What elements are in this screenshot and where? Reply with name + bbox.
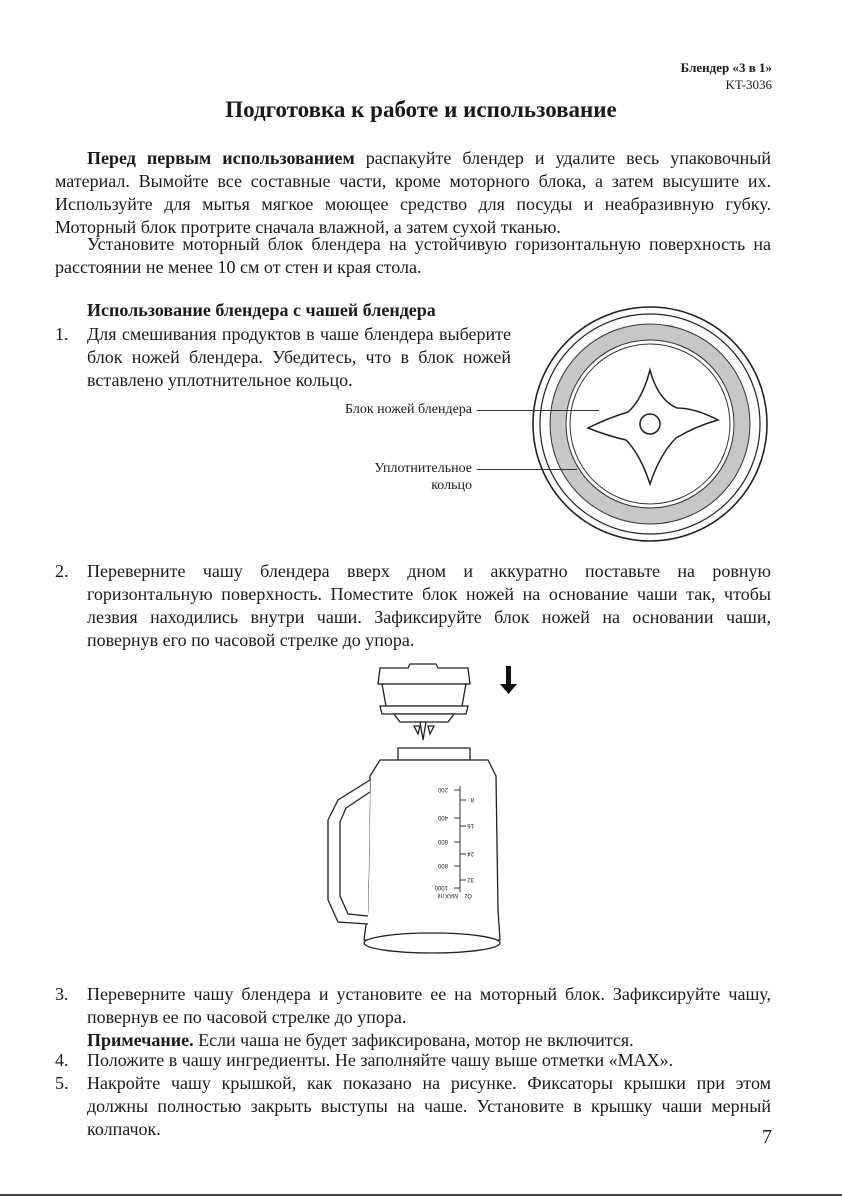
callout-ring-label-line2: кольцо [431,478,472,493]
ml-mark-label: 600 [437,838,448,844]
step-text: Накройте чашу крышкой, как показано на рисунке. Фиксаторы крышки при этом должны полностью закрыть выступы на чаше. Установите в крышку чаши мерный колпачок. [87,1073,771,1139]
ml-mark-label: 200 [437,786,448,792]
step-number: 2. [55,561,69,581]
callout-blade-line [477,410,599,411]
intro-paragraph-1-text: распакуйте блендер и удалите весь упаковочный материал. Вымойте все составные части, кроме моторного блока, а затем высушите их. Используйте для мытья мягкое моющее средство для посуды и неабразивную губку. Моторный блок протрите сначала влажной, а затем сухой тканью. [55,148,771,237]
section-title: Использование блендера с чашей блендера [87,300,436,320]
list-item-step-5 [55,1072,771,1142]
step-text: Переверните чашу блендера вверх дном и аккуратно поставьте на ровную горизонтальную поверхность. Поместите блок ножей на основание чаши так, чтобы лезвия находились внутри чаши. Зафиксируйте блок ножей на основании чаши, повернув его по часовой стрелке до упора. [87,561,771,650]
ml-unit-label: ml [437,892,444,898]
callout-ring-label-line1: Уплотнительное [374,461,472,476]
list-item-step-2 [55,560,771,652]
ml-mark-label: 1000 [434,884,448,890]
header-model: KT-3036 [725,77,772,92]
step-text: Для смешивания продуктов в чаше блендера выберите блок ножей блендера. Убедитесь, что в блок ножей вставлено уплотнительное кольцо. [87,324,511,390]
oz-mark-label: 8 [470,796,474,802]
list-item-step-1 [55,323,511,393]
step-text: Переверните чашу блендера и установите ее на моторный блок. Зафиксируйте чашу, повернув ее по часовой стрелке до упора. [87,984,771,1027]
intro-bold-lead: Перед первым использованием [87,148,355,168]
page-title: Подготовка к работе и использование [225,97,617,122]
list-item-step-3 [55,983,771,1053]
ml-mark-label: 800 [437,862,448,868]
blade-center-nut [640,414,660,434]
callout-ring-line [477,469,577,470]
step-number: 4. [55,1050,69,1070]
down-arrow-icon [500,666,517,694]
oz-unit-label: Oz [464,892,472,898]
step-number: 5. [55,1073,69,1093]
oz-mark-label: 16 [467,822,474,828]
intro-paragraph-1 [55,147,771,239]
header-product-name: Блендер «3 в 1» [680,60,772,75]
ml-mark-label: 400 [437,814,448,820]
intro-paragraph-2: Установите моторный блок блендера на устойчивую горизонтальную поверхность на расстоянии не менее 10 см от стен и края стола. [55,234,771,277]
jar-assembly-diagram [310,660,530,960]
max-label: MAX [444,892,458,898]
step-number: 3. [55,984,69,1004]
oz-mark-label: 24 [467,850,474,856]
callout-blade-label: Блок ножей блендера [345,402,472,417]
oz-mark-label: 32 [467,876,474,882]
step-text-block [87,983,771,1052]
note-label: Примечание. [87,1030,194,1050]
blade-block-diagram [530,304,770,544]
step-text: Положите в чашу ингредиенты. Не заполняйте чашу выше отметки «MAX». [87,1050,674,1070]
blade-block-part [378,664,470,740]
note-text: Если чаша не будет зафиксирована, мотор не включится. [193,1030,634,1050]
list-item-step-4 [55,1049,771,1072]
page-number: 7 [762,1126,772,1148]
step-number: 1. [55,324,69,344]
